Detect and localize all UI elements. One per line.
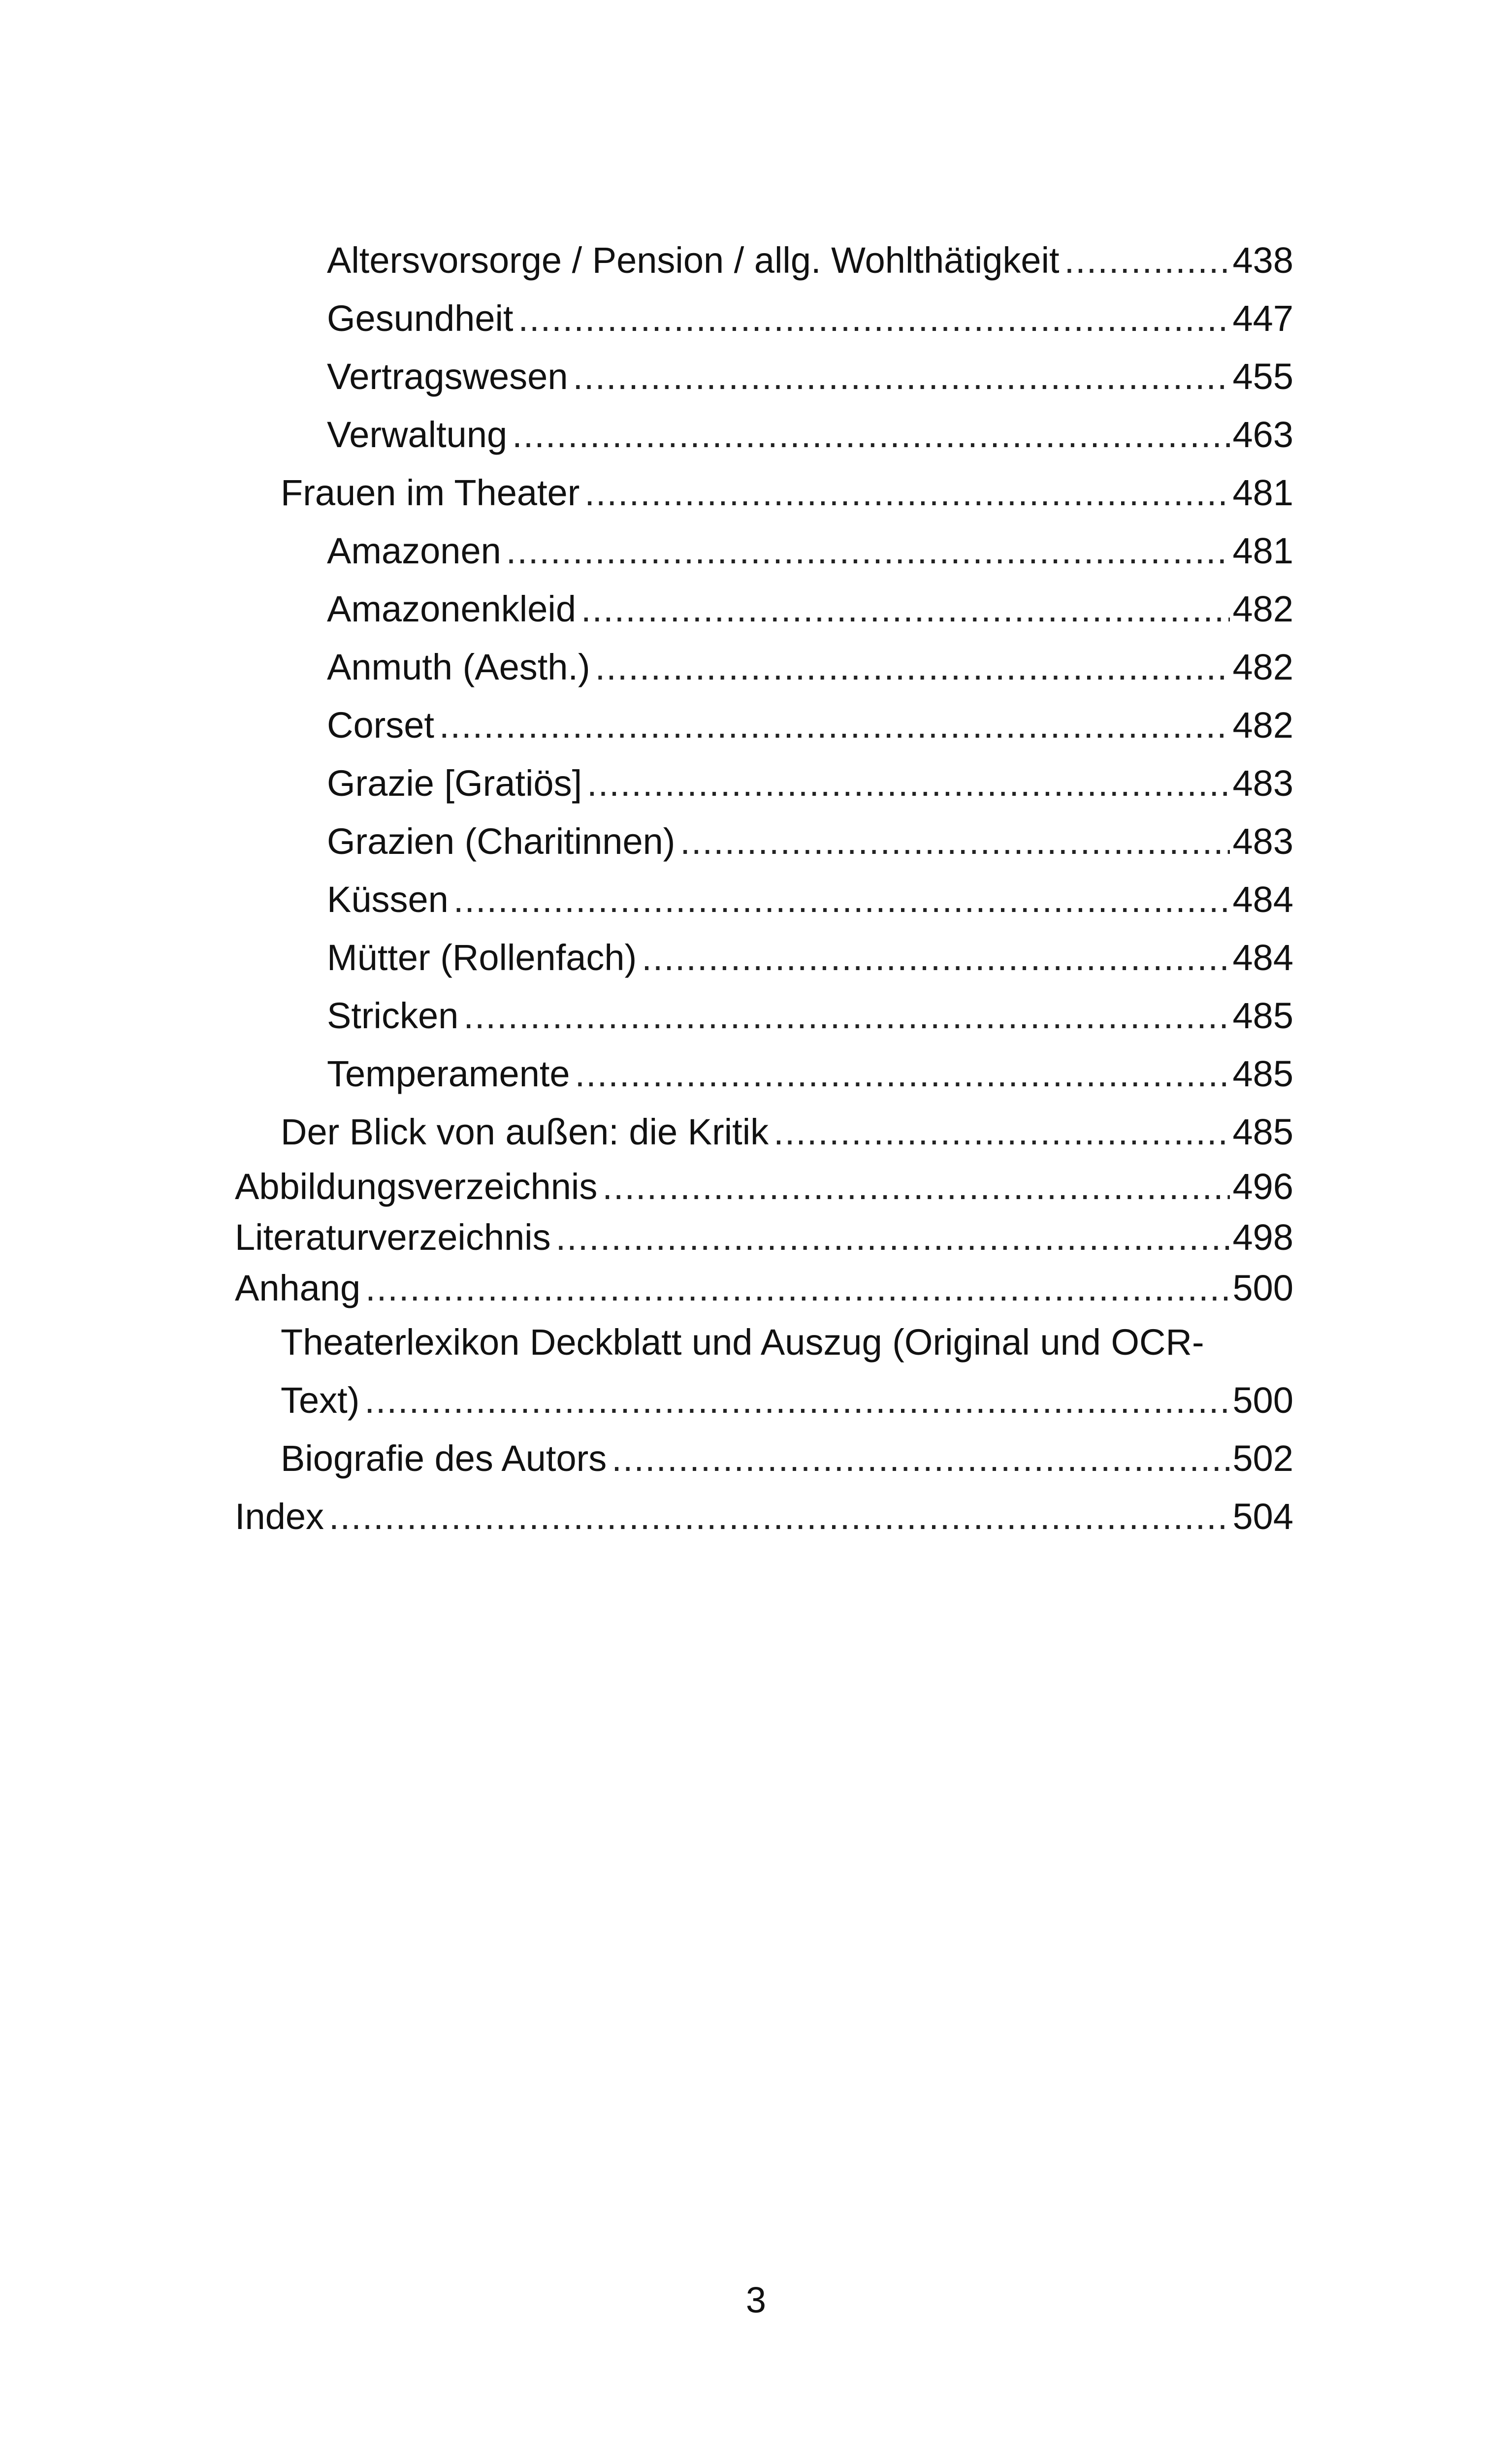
toc-entry[interactable] [235, 406, 1293, 464]
toc-entry[interactable] [235, 987, 1293, 1045]
dot-leader [365, 1263, 1229, 1313]
toc-entry[interactable] [235, 638, 1293, 696]
toc-entry-page: 483 [1232, 763, 1293, 804]
toc-entry-title: Literaturverzeichnis [235, 1217, 551, 1258]
toc-entry-title: Index [235, 1496, 324, 1537]
toc-entry[interactable] [235, 1103, 1293, 1161]
toc-entry-title: Amazonen [327, 530, 501, 571]
toc-entry[interactable] [235, 231, 1293, 290]
toc-entry-page: 500 [1232, 1268, 1293, 1308]
toc-entry-page: 482 [1232, 647, 1293, 687]
toc-entry-page: 484 [1232, 937, 1293, 978]
toc-entry[interactable] [235, 813, 1293, 871]
toc-entry[interactable] [235, 1371, 1293, 1430]
toc-entry[interactable] [235, 522, 1293, 580]
toc-entry-page: 500 [1232, 1380, 1293, 1421]
dot-leader [642, 929, 1229, 987]
toc-entry-title: Grazien (Charitinnen) [327, 821, 676, 862]
toc-entry-page: 485 [1232, 1111, 1293, 1152]
toc-entry-title: Grazie [Gratiös] [327, 763, 582, 804]
toc-entry-title: Mütter (Rollenfach) [327, 937, 637, 978]
dot-leader [587, 754, 1229, 813]
dot-leader [602, 1161, 1229, 1212]
dot-leader [364, 1371, 1229, 1430]
toc-entry-title: Gesundheit [327, 298, 514, 339]
dot-leader [512, 406, 1229, 464]
toc-entry[interactable] [235, 464, 1293, 522]
toc-entry-title: Anhang [235, 1268, 361, 1308]
dot-leader [595, 638, 1230, 696]
toc-entry-page: 485 [1232, 995, 1293, 1036]
dot-leader [680, 813, 1229, 871]
toc-entry-page: 447 [1232, 298, 1293, 339]
table-of-contents [235, 231, 1293, 1546]
toc-entry-page: 484 [1232, 879, 1293, 920]
toc-entry[interactable] [235, 1045, 1293, 1103]
dot-leader [439, 696, 1230, 754]
toc-entry-title: Küssen [327, 879, 449, 920]
dot-leader [611, 1430, 1229, 1488]
dot-leader [506, 522, 1230, 580]
toc-entry-title: Der Blick von außen: die Kritik [281, 1111, 769, 1152]
toc-entry-title: Altersvorsorge / Pension / allg. Wohlthätigkeit [327, 240, 1060, 281]
toc-entry[interactable] [235, 580, 1293, 638]
toc-entry[interactable] [235, 290, 1293, 348]
dot-leader [453, 871, 1230, 929]
toc-entry-title: Anmuth (Aesth.) [327, 647, 590, 687]
toc-entry-page: 483 [1232, 821, 1293, 862]
toc-entry[interactable] [235, 696, 1293, 754]
dot-leader [1064, 231, 1230, 290]
toc-entry-title: Corset [327, 705, 434, 746]
toc-entry-page: 463 [1232, 414, 1293, 455]
toc-entry-title: Temperamente [327, 1053, 570, 1094]
toc-entry-title: Verwaltung [327, 414, 508, 455]
toc-entry[interactable] [235, 1488, 1293, 1546]
dot-leader [518, 290, 1230, 348]
toc-entry-title: Frauen im Theater [281, 472, 580, 513]
toc-entry-page: 482 [1232, 705, 1293, 746]
dot-leader [773, 1103, 1229, 1161]
toc-entry-page: 481 [1232, 472, 1293, 513]
page-number: 3 [745, 2280, 767, 2320]
dot-leader [581, 580, 1230, 638]
toc-entry[interactable] [235, 348, 1293, 406]
toc-entry-page: 504 [1232, 1496, 1293, 1537]
toc-entry-title: Biografie des Autors [281, 1438, 607, 1479]
toc-entry[interactable] [235, 1161, 1293, 1212]
dot-leader [575, 1045, 1230, 1103]
toc-entry-title: Amazonenkleid [327, 588, 576, 629]
toc-entry[interactable] [235, 1212, 1293, 1263]
toc-entry-title: Vertragswesen [327, 356, 568, 397]
toc-entry-page: 498 [1232, 1217, 1293, 1258]
toc-entry[interactable] [235, 1263, 1293, 1313]
toc-entry[interactable] [235, 1430, 1293, 1488]
toc-entry[interactable] [235, 929, 1293, 987]
dot-leader [573, 348, 1230, 406]
dot-leader [584, 464, 1229, 522]
toc-entry-page: 485 [1232, 1053, 1293, 1094]
toc-entry-page: 502 [1232, 1438, 1293, 1479]
toc-entry-page: 482 [1232, 588, 1293, 629]
toc-entry-page: 496 [1232, 1166, 1293, 1207]
dot-leader [463, 987, 1229, 1045]
toc-entry-title: Stricken [327, 995, 459, 1036]
toc-entry-title: Text) [281, 1380, 360, 1421]
toc-entry-title: Abbildungsverzeichnis [235, 1166, 598, 1207]
toc-entry-page: 481 [1232, 530, 1293, 571]
toc-entry-page: 438 [1232, 240, 1293, 281]
toc-entry-wrapped-first-line[interactable]: Theaterlexikon Deckblatt und Auszug (Original und OCR- [281, 1322, 1204, 1363]
toc-entry-page: 455 [1232, 356, 1293, 397]
dot-leader [556, 1212, 1230, 1263]
toc-entry[interactable] [235, 871, 1293, 929]
dot-leader [329, 1488, 1230, 1546]
toc-entry[interactable] [235, 754, 1293, 813]
